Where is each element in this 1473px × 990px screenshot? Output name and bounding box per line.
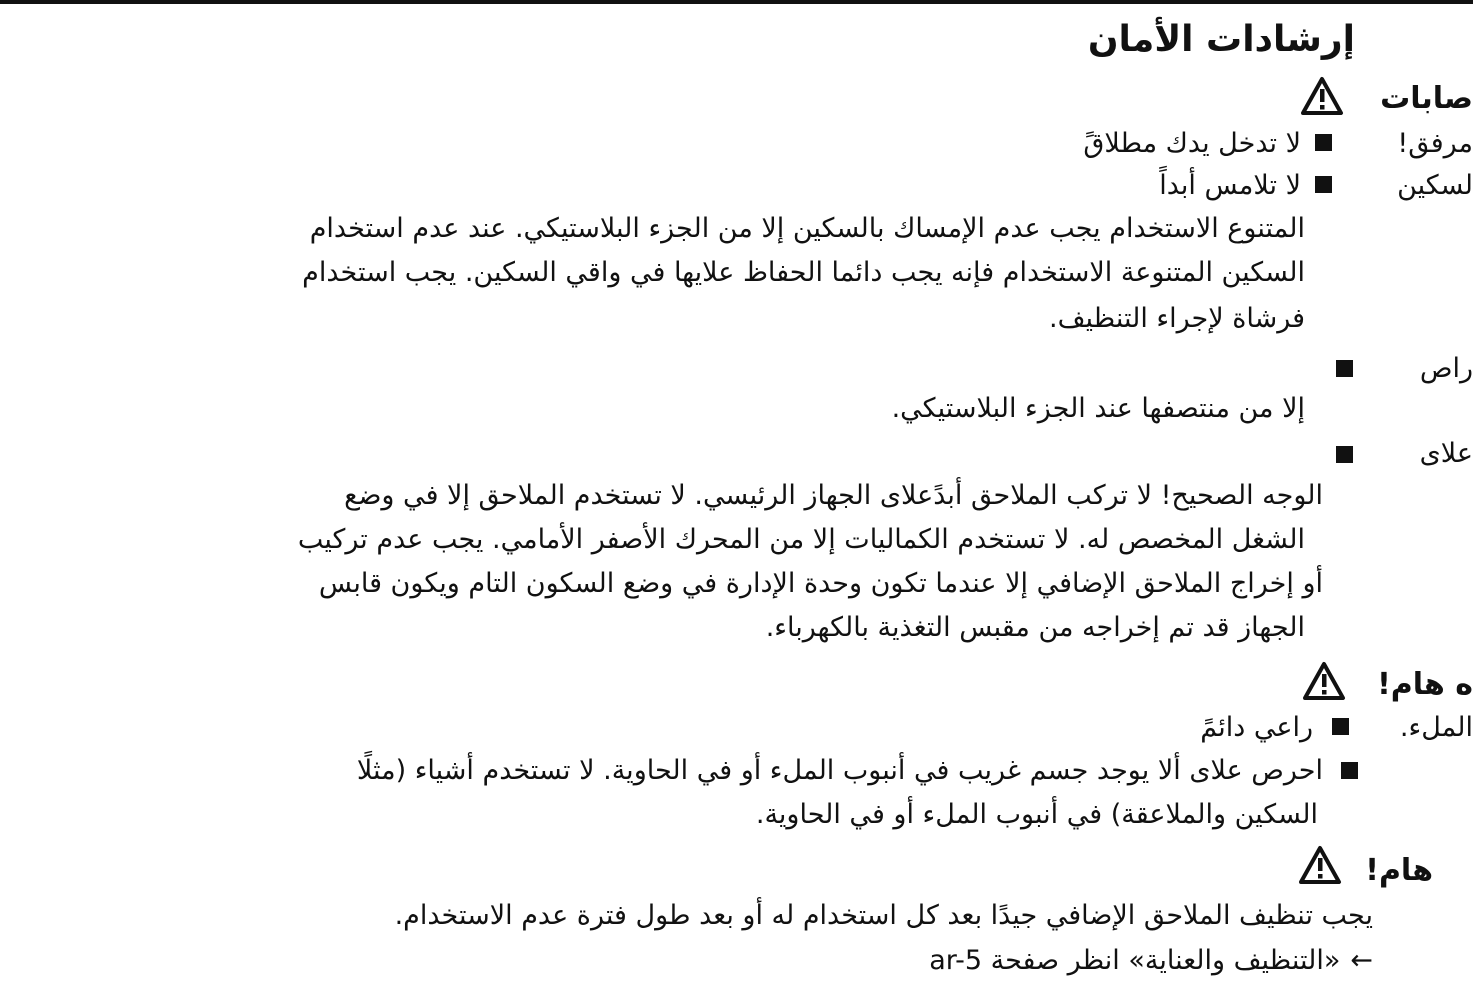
hand-warning-text: لا تدخل يدك مطلاقً	[1083, 128, 1301, 159]
disc-text: إلا من منتصفها عند الجزء البلاستيكي.	[891, 393, 1305, 424]
injury-heading: صابات	[1380, 81, 1473, 116]
elbow-side-text: مرفق!	[1397, 128, 1473, 159]
cleaning-instruction: يجب تنظيف الملاحق الإضافي جيدًا بعد كل استخدام له أو بعد طول فترة عدم الاستخدام.	[394, 900, 1373, 931]
foreign-object-line: السكين والملاعقة) في أنبوب الملء أو في الحاوية.	[755, 799, 1318, 830]
top-rule	[0, 0, 1473, 4]
disc-side-text: راص	[1419, 353, 1473, 384]
cross-reference	[929, 947, 1373, 974]
important-heading: ه هام!	[1377, 667, 1473, 702]
foreign-object-line: احرص علاى ألا يوجد جسم غريب في أنبوب الملء أو في الحاوية. لا تستخدم أشياء (مثلًا	[356, 755, 1323, 786]
accessories-paragraph-line: الوجه الصحيح! لا تركب الملاحق أبدًعلاى الجهاز الرئيسي. لا تستخدم الملاحق إلا في وضع	[344, 480, 1323, 511]
top-side-text: علاى	[1419, 438, 1473, 469]
warning-triangle-icon	[1302, 661, 1346, 701]
knife-paragraph-line: السكين المتنوعة الاستخدام فإنه يجب دائما الحفاظ علايها في واقي السكين. يجب استخدام	[302, 257, 1305, 288]
warning-triangle-icon	[1298, 845, 1342, 885]
knife-paragraph-line: فرشاة لإجراء التنظيف.	[1049, 303, 1305, 334]
knife-paragraph-line: المتنوع الاستخدام يجب عدم الإمساك بالسكين إلا من الجزء البلاستيكي. عند عدم استخدام	[309, 213, 1305, 244]
bullet-icon	[1341, 762, 1358, 779]
warning-triangle-icon	[1300, 76, 1344, 116]
knife-side-text: لسكين	[1397, 170, 1473, 201]
observe-text: راعي دائمً	[1200, 712, 1313, 743]
section-title: إرشادات الأمان	[1087, 19, 1355, 60]
bullet-icon	[1336, 446, 1353, 463]
accessories-paragraph-line: الجهاز قد تم إخراجه من مقبس التغذية بالكهرباء.	[765, 612, 1305, 643]
fill-side-text: الملء.	[1399, 712, 1473, 743]
important-heading: هام!	[1365, 853, 1433, 888]
accessories-paragraph-line: الشغل المخصص له. لا تستخدم الكماليات إلا من المحرك الأصفر الأمامي. يجب عدم تركيب	[297, 524, 1305, 555]
arrow-icon: ←	[1350, 945, 1373, 976]
bullet-icon	[1315, 134, 1332, 151]
reference-text: «التنظيف والعناية» انظر صفحة ar-5	[929, 945, 1341, 976]
bullet-icon	[1332, 718, 1349, 735]
accessories-paragraph-line: أو إخراج الملاحق الإضافي إلا عندما تكون وحدة الإدارة في وضع السكون التام ويكون قابس	[318, 568, 1323, 599]
bullet-icon	[1315, 176, 1332, 193]
bullet-icon	[1336, 360, 1353, 377]
no-touch-text: لا تلامس أبداً	[1159, 170, 1301, 201]
